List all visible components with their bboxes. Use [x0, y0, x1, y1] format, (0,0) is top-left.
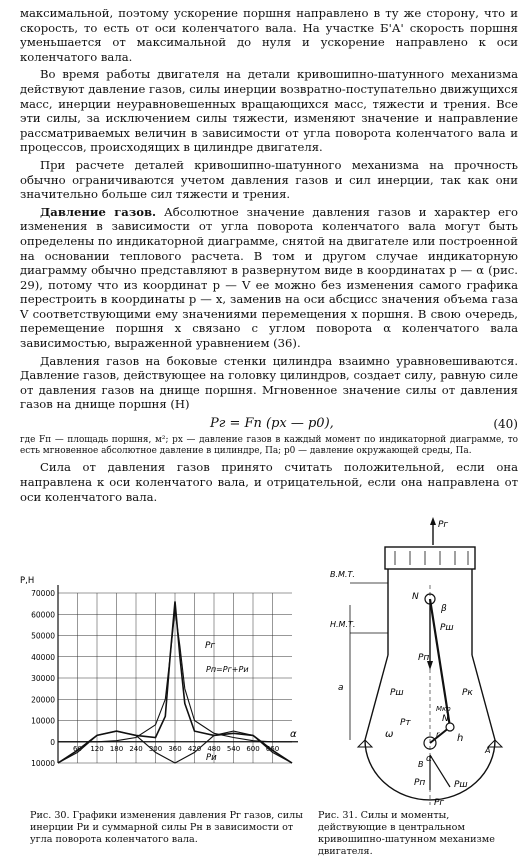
- label-pp-top: Pп: [418, 653, 430, 663]
- label-pp-bottom: Pп: [414, 778, 426, 788]
- x-tick-label: 300: [148, 744, 163, 753]
- label-alpha: α: [426, 754, 432, 764]
- paragraph-side-walls: Давления газов на боковые стенки цилиндра взаимно уравновешиваются. Давление газов, действующее на головку цилиндров, создает силу, равную силе от давления газов на днище поршня. Мгновенное значение силы от давления газов на днище поршня (Н): [20, 353, 518, 412]
- y-tick-label: 60000: [31, 610, 55, 620]
- x-tick-label: 420: [187, 744, 202, 753]
- y-tick-label: 70000: [31, 589, 55, 598]
- x-tick-label: 660: [265, 744, 280, 753]
- label-pg-top: Pг: [438, 520, 449, 530]
- paragraph-intro: максимальной, поэтому ускорение поршня направлено в ту же сторону, что и скорость, то есть от оси коленчатого вала. На участке Б'А' скорость поршня уменьшается от максимальной до нуля и ускорение направлено к оси коленчатого вала.: [20, 6, 518, 64]
- x-tick-label: 60: [73, 744, 82, 753]
- label-psh-top: Pш: [440, 623, 454, 633]
- label-omega: ω: [385, 729, 394, 740]
- cylinder-skirt-right: [472, 655, 495, 740]
- psh-lower-arrow: [430, 755, 450, 787]
- y-tick-label: 0: [50, 737, 55, 747]
- y-tick-label: 20000: [31, 695, 55, 705]
- label-psh-bottom: Pш: [454, 780, 468, 790]
- label-n-mid: N: [442, 714, 449, 724]
- formula-number: (40): [493, 417, 518, 432]
- formula-text: Pг = Fп (px — p0),: [210, 416, 334, 432]
- label-beta: β: [441, 604, 447, 614]
- caption-figure-31: Рис. 31. Силы и моменты, действующие в центральном кривошипно-шатунном механизме двигателя.: [318, 809, 495, 857]
- x-tick-label: 120: [90, 744, 104, 753]
- y-tick-label: 10000: [31, 759, 55, 768]
- label-b: B: [418, 760, 424, 769]
- paragraph-gas-pressure-text: Абсолютное значение давления газов и характер его изменения в зависимости от угла поворота коленчатого вала могут быть определены по индикаторной диаграмме, снятой на двигателе или построенной на основании теплового расчета. В том и другом случае индикаторную диаграмму обычно представляют в развернутом виде в координатах p — α (рис. 29), потому что из координат p — V ее можно без изменения самого графика перестроить в координаты p — x, заменив на оси абсцисс значения объема газа V соответствующими ему значениями перемещения x поршня. В свою очередь, перемещение поршня x связано с углом поворота α коленчатого вала зависимостью, выраженной уравнением (36).: [20, 204, 519, 351]
- pg-arrowhead: [430, 517, 436, 525]
- label-mkr: Mкр: [436, 705, 451, 713]
- y-tick-label: 50000: [31, 631, 55, 641]
- series-label-psum: Pп=Pг+Pи: [206, 665, 249, 674]
- label-pt: Pт: [400, 718, 411, 728]
- x-tick-label: 360: [168, 744, 182, 753]
- chart-alpha-label: α: [290, 729, 297, 740]
- paragraph-strength: При расчете деталей кривошипно-шатунного механизма на прочность обычно ограничиваются учетом давления газов и сил инерции, так как они значительно больше сил тяжести и трения.: [20, 157, 518, 202]
- label-nmt: Н.М.Т.: [330, 620, 356, 629]
- label-a: a: [338, 683, 344, 693]
- paragraph-sign-convention: Сила от давления газов принято считать положительной, если она направлена к оси коленчатого вала, и отрицательной, если она направлена от оси коленчатого вала.: [20, 460, 518, 504]
- label-n-top: N: [412, 592, 419, 602]
- y-tick-label: 10000: [31, 716, 55, 726]
- label-a-point: A: [485, 746, 491, 755]
- x-tick-label: 480: [207, 744, 221, 753]
- series-label-pi: Pи: [206, 753, 217, 763]
- caption-figure-30: Рис. 30. Графики изменения давления Pг газов, силы инерции Pи и суммарной силы Pн в зависимости от угла поворота коленчатого вала.: [30, 809, 303, 845]
- label-pg-bottom: Pг: [434, 798, 445, 808]
- label-psh-mid: Pш: [390, 688, 404, 698]
- label-pk: Pк: [462, 688, 473, 698]
- chart-y-label: P,H: [20, 576, 35, 586]
- y-tick-label: 30000: [31, 674, 55, 683]
- figure-30-chart: [20, 565, 305, 780]
- page-text: [20, 6, 518, 507]
- paragraph-gas-pressure: [20, 205, 518, 351]
- x-tick-label: 180: [109, 744, 124, 753]
- y-tick-label: 40000: [31, 652, 55, 662]
- x-tick-label: 240: [129, 744, 143, 753]
- x-tick-label: 600: [246, 744, 260, 753]
- formula-note: где Fп — площадь поршня, м²; px — давление газов в каждый момент по индикаторной диаграмме, то есть мгновенное абсолютное давление в цилиндре, Па; p0 — давление окружающей среды, Па.: [20, 435, 518, 457]
- cylinder-skirt-left: [365, 655, 388, 740]
- section-heading: Давление газов.: [40, 204, 157, 219]
- cylinder-head: [385, 547, 475, 569]
- label-r: r: [436, 730, 440, 739]
- x-tick-label: 540: [226, 744, 241, 753]
- formula-40: [20, 415, 518, 435]
- figure-31-diagram: [330, 515, 520, 815]
- chart-axes: [58, 585, 298, 763]
- head-arrows: [395, 551, 468, 565]
- label-vmt: В.М.Т.: [330, 570, 355, 579]
- crank-pin: [446, 723, 454, 731]
- label-h: h: [457, 733, 464, 744]
- paragraph-forces: Во время работы двигателя на детали кривошипно-шатунного механизма действуют давление газов, силы инерции возвратно-поступательно движущихся масс, инерции неуравновешенных вращающихся масс, тяжести и трения. Все эти силы, за исключением силы тяжести, изменяют значение и направление рассматриваемых величин в зависимости от угла поворота коленчатого вала и процессов, происходящих в цилиндре двигателя.: [20, 67, 518, 155]
- series-label-pg: Pг: [205, 641, 216, 651]
